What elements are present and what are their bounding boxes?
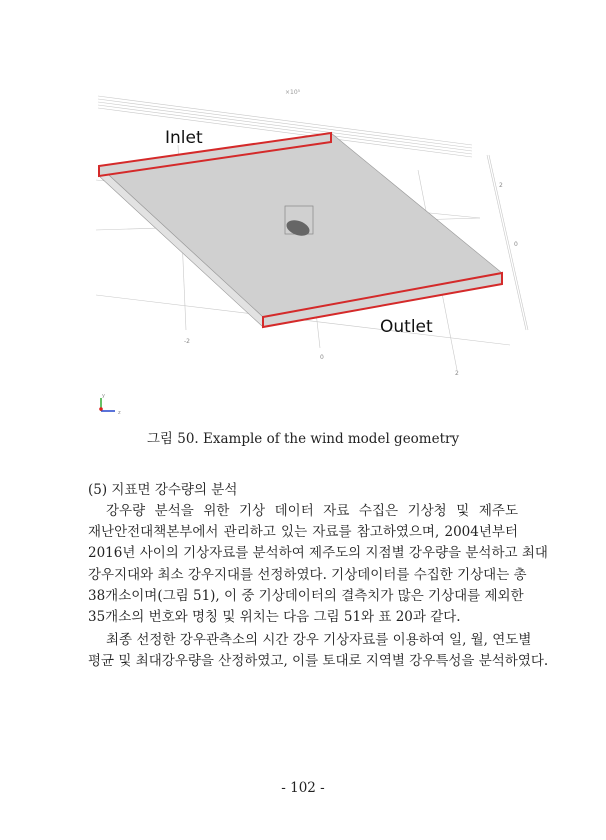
- tick-label: 2: [455, 370, 459, 377]
- tick-label: 2: [499, 182, 503, 189]
- axis-triad-icon: [99, 393, 121, 416]
- text-line: 35개소의 번호와 명칭 및 위치는 다음 그림 51와 표 20과 같다.: [88, 608, 461, 625]
- figure-caption: 그림 50. Example of the wind model geometry: [146, 431, 460, 447]
- text-line: 재난안전대책본부에서 관리하고 있는 자료를 참고하였으며, 2004년부터: [88, 524, 518, 541]
- paragraph: [88, 501, 548, 628]
- tick-label: 0: [320, 354, 324, 361]
- axis-scale-label: ×10⁵: [285, 89, 301, 96]
- inlet-label: Inlet: [165, 128, 203, 148]
- outlet-label: Outlet: [380, 317, 433, 337]
- text-line: 강우지대와 최소 강우지대를 선정하였다. 기상데이터를 수집한 기상대는 총: [88, 566, 527, 583]
- svg-text:z: z: [118, 410, 121, 416]
- paragraph: [88, 630, 549, 672]
- text-line: 강우량 분석을 위한 기상 데이터 자료 수집은 기상청 및 제주도: [106, 503, 518, 519]
- text-line: 평균 및 최대강우량을 산정하였고, 이를 토대로 지역별 강우특성을 분석하였다.: [88, 653, 549, 670]
- tick-label: 0: [514, 241, 518, 248]
- tick-label: -2: [184, 338, 190, 345]
- svg-text:y: y: [102, 393, 105, 399]
- text-line: 최종 선정한 강우관측소의 시간 강우 기상자료를 이용하여 일, 월, 연도별: [106, 632, 532, 648]
- text-line: 38개소이며(그림 51), 이 중 기상데이터의 결측치가 많은 기상대를 제외한: [88, 587, 524, 604]
- section-heading: (5) 지표면 강수량의 분석: [88, 482, 238, 498]
- text-line: 2016년 사이의 기상자료를 분석하여 제주도의 지점별 강우량을 분석하고 최대: [88, 545, 548, 562]
- page-number: - 102 -: [281, 780, 325, 796]
